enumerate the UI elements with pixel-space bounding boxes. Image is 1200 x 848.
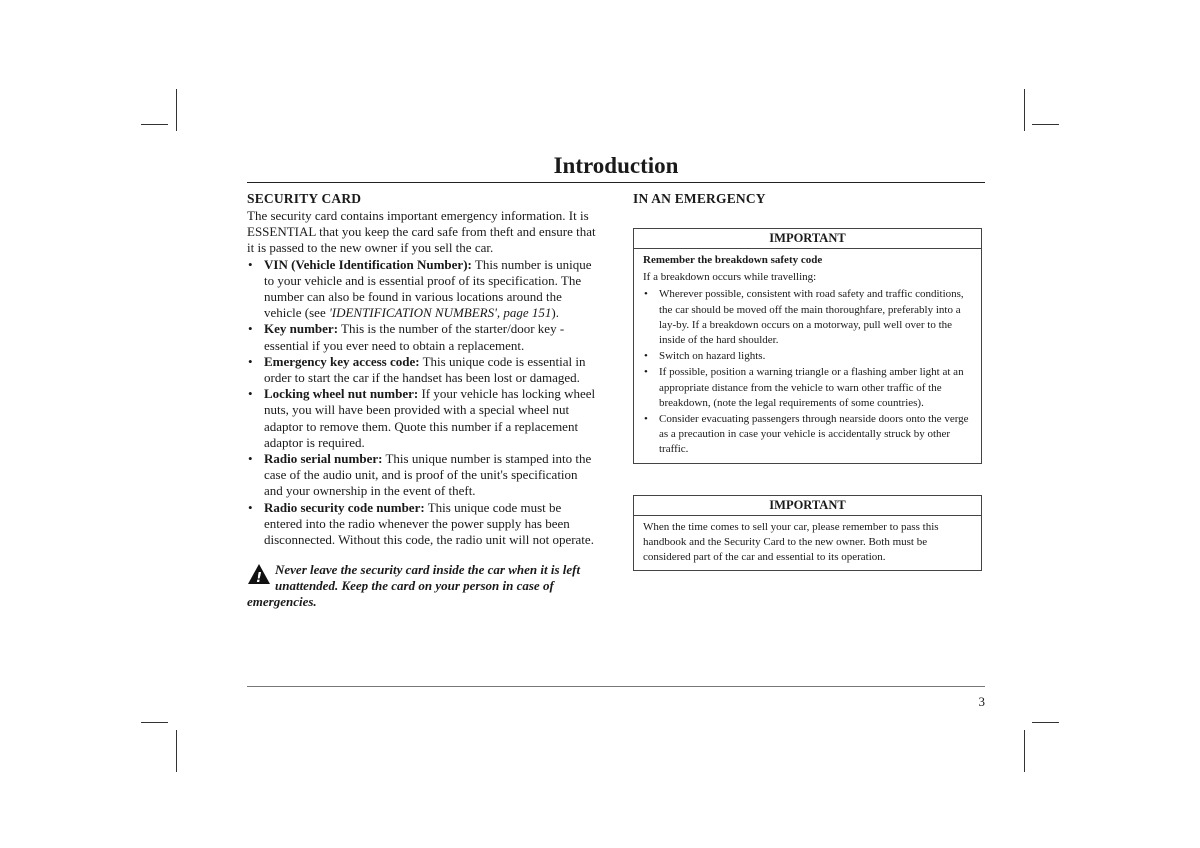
item-text: This number is unique to your vehicle and is essential proof of its specification. The number can also be found in various locations around the vehicle (see [264,256,592,321]
item-text: If possible, position a warning triangle or a flashing amber light at an appropriate distance from the vehicle to warn other traffic of the breakdown, (note the legal requirements of some countries). [659,366,964,409]
crop-mark [1032,124,1059,125]
crop-mark [176,89,177,131]
important-box-lead: If a breakdown occurs while travelling: [643,271,817,284]
important-box-subheading: Remember the breakdown safety code [643,254,823,266]
breakdown-list [643,287,972,457]
bullet-icon: • [644,413,648,426]
item-text: Switch on hazard lights. [659,350,766,363]
bullet-icon: • [248,256,253,272]
warning-text: Never leave the security card inside the car when it is left unattended. Keep the card on your person in case of emergencies. [247,562,581,610]
list-item [643,349,972,364]
security-card-intro: The security card contains important emergency information. It is ESSENTIAL that you keep the card safe from theft and ensure that it is passed to the new owner if you sell the car. [247,208,596,256]
cross-reference-link[interactable]: 'IDENTIFICATION NUMBERS', page 151 [328,305,552,321]
title-divider [247,182,985,183]
bullet-icon: • [644,366,648,379]
item-label: Key number: [264,321,339,337]
item-text-tail: ). [551,305,560,321]
warning-triangle-icon [247,563,271,585]
bullet-icon: • [248,353,253,369]
footer-divider [247,686,985,687]
security-card-list [247,257,599,549]
bullet-icon: • [248,499,253,515]
crop-mark [1032,722,1059,723]
item-text: This unique code must be entered into the radio whenever the power supply has been disconnected. Without this code, the radio unit will not operate. [264,499,594,548]
list-item [643,287,972,348]
list-item [247,321,599,353]
item-text: If your vehicle has locking wheel nuts, you will have been provided with a special wheel nut adaptor to remove them. Quote this number if a replacement adaptor is required. [264,386,596,450]
list-item [643,412,972,458]
security-card-section [247,190,599,610]
bullet-icon: • [248,321,253,337]
page-number: 3 [978,694,985,709]
list-item [247,386,599,451]
bullet-icon: • [644,350,648,363]
security-card-heading: SECURITY CARD [247,191,362,206]
item-label: Locking wheel nut number: [264,386,419,402]
important-box-body [634,249,981,463]
item-text: This unique number is stamped into the case of the audio unit, and is proof of the unit's specification and your ownership in the event of theft. [264,451,592,499]
crop-mark [1024,730,1025,772]
crop-mark [141,722,168,723]
item-label: VIN (Vehicle Identification Number): [264,256,472,272]
bullet-icon: • [248,386,253,402]
important-box-sale [633,495,982,571]
emergency-section [633,190,982,208]
crop-mark [176,730,177,772]
item-text: Wherever possible, consistent with road safety and traffic conditions, the car should be moved off the main thoroughfare, preferably into a lay-by. If a breakdown occurs on a motorway, pull well over to the inside of the hard shoulder. [659,288,964,347]
item-text: Consider evacuating passengers through nearside doors onto the verge as a precaution in case your vehicle is accidentally struck by other traffic. [659,413,969,456]
item-text: This is the number of the starter/door key - essential if you ever need to obtain a replacement. [264,321,565,353]
list-item [247,354,599,386]
warning-mark: ! [256,571,262,586]
page-title: Introduction [553,153,679,178]
list-item [247,500,599,549]
important-box-title: IMPORTANT [634,496,981,516]
item-label: Emergency key access code: [264,353,420,369]
important-box-body: When the time comes to sell your car, please remember to pass this handbook and the Security Card to the new owner. Both must be considered part of the car and essential to its operation. [643,521,939,564]
bullet-icon: • [644,288,648,301]
important-box-title: IMPORTANT [634,229,981,249]
list-item [643,365,972,411]
crop-mark [1024,89,1025,131]
crop-mark [141,124,168,125]
item-text: This unique code is essential in order to start the car if the handset has been lost or damaged. [264,353,586,386]
item-label: Radio security code number: [264,499,425,515]
bullet-icon: • [248,451,253,467]
emergency-heading: IN AN EMERGENCY [633,191,766,206]
list-item [247,257,599,322]
item-label: Radio serial number: [264,451,383,467]
list-item [247,451,599,500]
important-box-breakdown [633,228,982,464]
warning-note [247,562,599,610]
